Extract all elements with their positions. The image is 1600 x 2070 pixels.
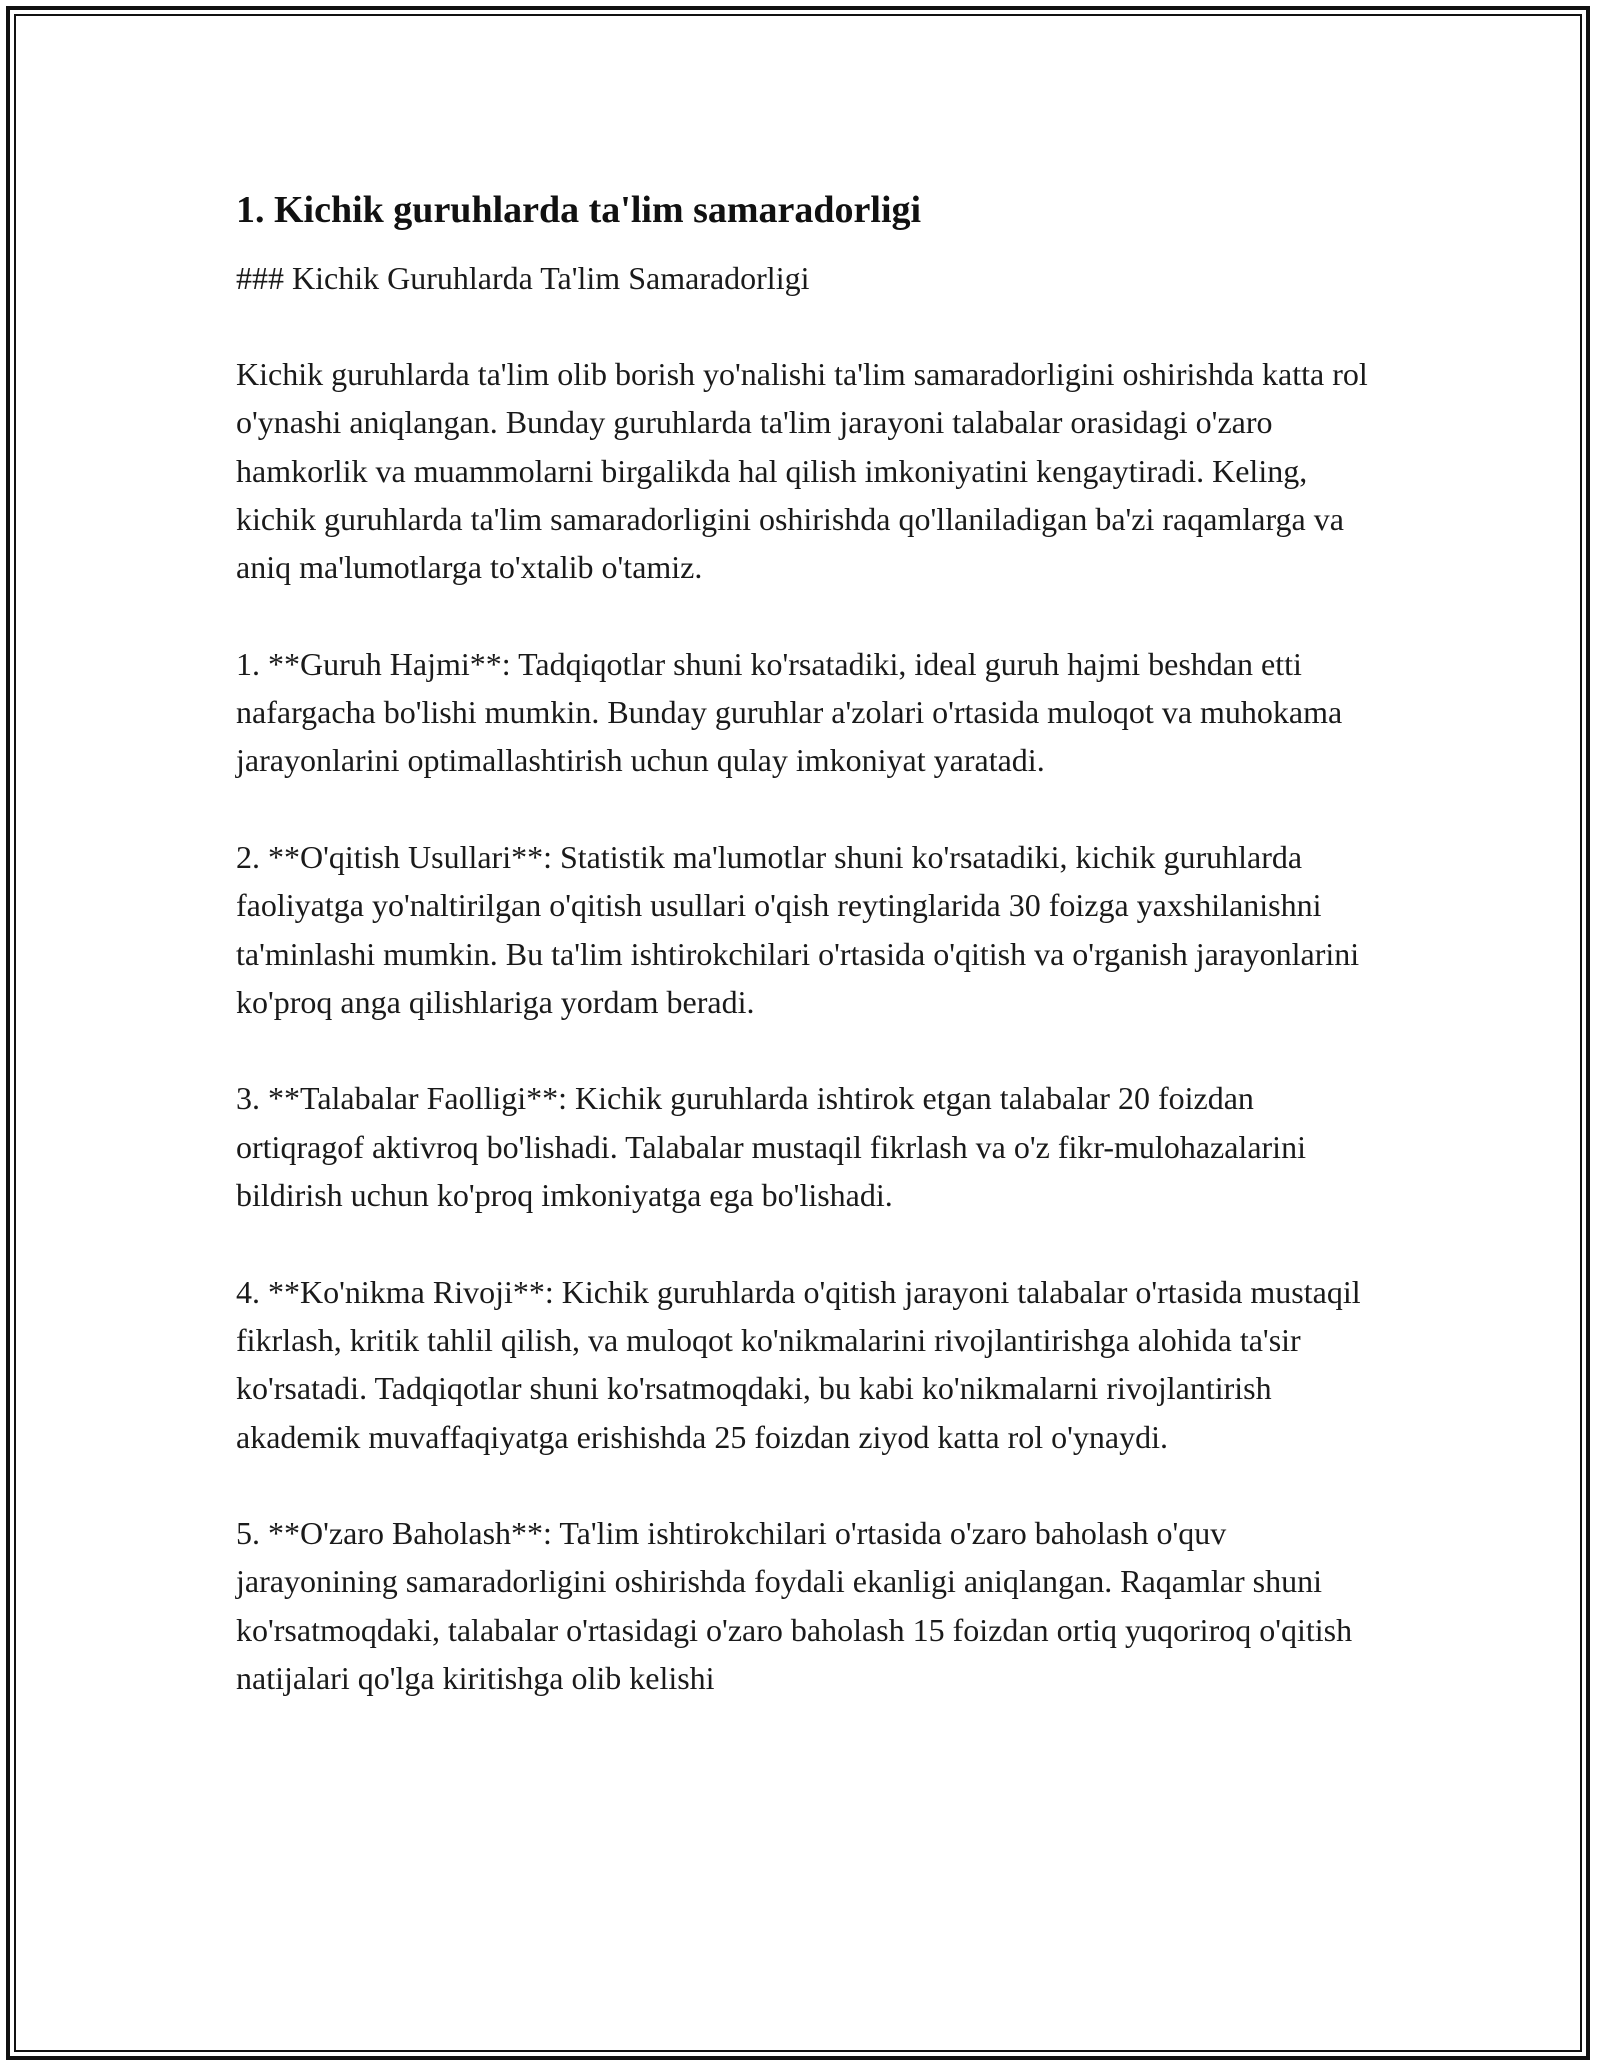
list-item-teaching-methods: 2. **O'qitish Usullari**: Statistik ma'lumotlar shuni ko'rsatadiki, kichik guruhlarda faoliyatga yo'naltirilgan o'qitish usullari o'qish reytinglarida 30 foizga yaxshilanishni ta'minlashi mumkin. Bu ta'lim ishtirokchilari o'rtasida o'qitish va o'rganish jarayonlarini ko'proq anga qilishlariga yordam beradi. <box>236 838 1360 1020</box>
intro-paragraph: Kichik guruhlarda ta'lim olib borish yo'nalishi ta'lim samaradorligini oshirishda katta rol o'ynashi aniqlangan. Bunday guruhlarda ta'lim jarayoni talabalar orasidagi o'zaro hamkorlik va muammolarni birgalikda hal qilish imkoniyatini kengaytiradi. Keling, kichik guruhlarda ta'lim samaradorligini oshirishda qo'llaniladigan ba'zi raqamlarga va aniq ma'lumotlarga to'xtalib o'tamiz. <box>236 356 1368 586</box>
list-item-group-size: 1. **Guruh Hajmi**: Tadqiqotlar shuni ko'rsatadiki, ideal guruh hajmi beshdan etti nafargacha bo'lishi mumkin. Bunday guruhlar a'zolari o'rtasida muloqot va muhokama jarayonlarini optimallashtirish uchun qulay imkoniyat yaratadi. <box>236 645 1343 779</box>
list-item-student-activity: 3. **Talabalar Faolligi**: Kichik guruhlarda ishtirok etgan talabalar 20 foizdan ortiqragof aktivroq bo'lishadi. Talabalar mustaqil fikrlash va o'z fikr-mulohazalarini bildirish uchun ko'proq imkoniyatga ega bo'lishadi. <box>236 1080 1306 1214</box>
document-subtitle: ### Kichik Guruhlarda Ta'lim Samaradorligi <box>236 260 810 296</box>
document-body <box>236 180 1386 1751</box>
list-item-peer-assessment: 5. **O'zaro Baholash**: Ta'lim ishtirokchilari o'rtasida o'zaro baholash o'quv jarayonining samaradorligini oshirishda foydali ekanligi aniqlangan. Raqamlar shuni ko'rsatmoqdaki, talabalar o'rtasidagi o'zaro baholash 15 foizdan ortiq yuqoriroq o'qitish natijalari qo'lga kiritishga olib kelishi <box>236 1515 1353 1697</box>
document-title: 1. Kichik guruhlarda ta'lim samaradorligi <box>236 189 922 231</box>
list-item-skill-development: 4. **Ko'nikma Rivoji**: Kichik guruhlarda o'qitish jarayoni talabalar o'rtasida mustaqil fikrlash, kritik tahlil qilish, va muloqot ko'nikmalarini rivojlantirishga alohida ta'sir ko'rsatadi. Tadqiqotlar shuni ko'rsatmoqdaki, bu kabi ko'nikmalarni rivojlantirish akademik muvaffaqiyatga erishishda 25 foizdan ziyod katta rol o'ynaydi. <box>236 1273 1361 1455</box>
